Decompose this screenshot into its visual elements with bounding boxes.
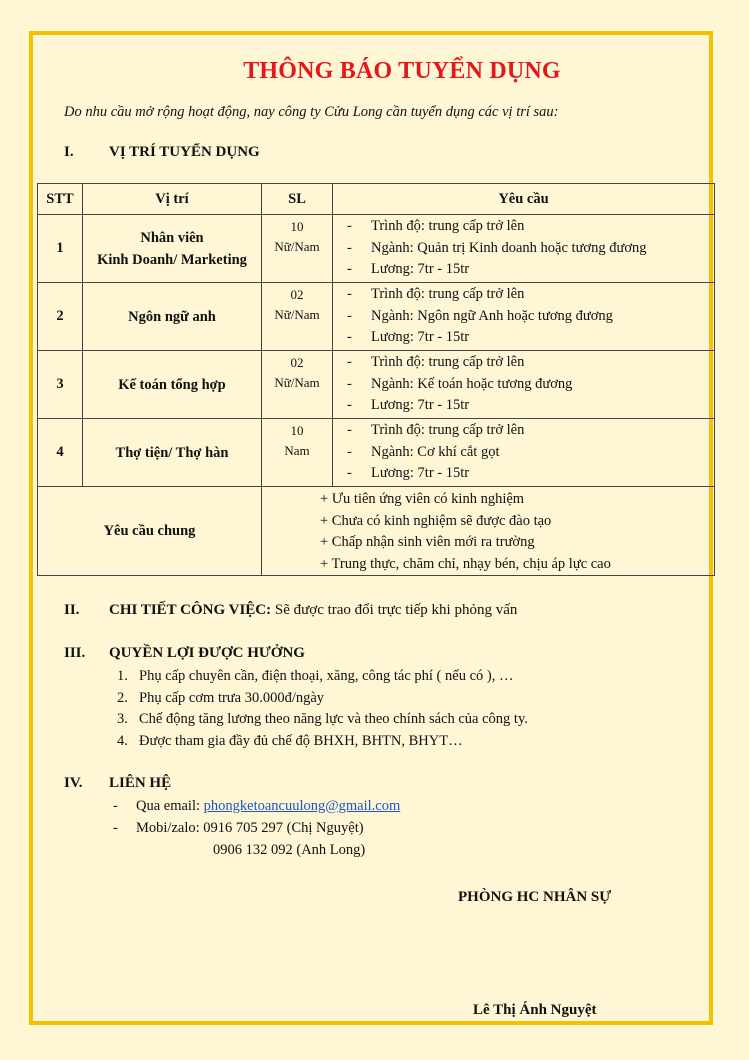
- cell-position: [83, 215, 262, 283]
- section-2-text: Sẽ được trao đổi trực tiếp khi phỏng vấn: [271, 602, 518, 618]
- cell-position: [83, 419, 262, 487]
- cell-requirements: [333, 215, 715, 283]
- header-sl: SL: [262, 184, 333, 215]
- requirement-item: - Trình độ: trung cấp trở lên: [347, 354, 525, 370]
- department-name: PHÒNG HC NHÂN SỰ: [458, 889, 612, 905]
- cell-position: [83, 351, 262, 419]
- table-row: [38, 283, 715, 351]
- general-requirement-item: + Ưu tiên ứng viên có kinh nghiệm: [320, 491, 525, 507]
- requirement-item: - Lương: 7tr - 15tr: [347, 397, 470, 413]
- contact-block: [113, 795, 400, 861]
- cell-position: [83, 283, 262, 351]
- intro-text: Do nhu cầu mở rộng hoạt động, nay công ty Cửu Long cần tuyển dụng các vị trí sau:: [64, 104, 559, 120]
- header-position: Vị trí: [83, 184, 262, 215]
- requirement-item: - Ngành: Quản trị Kinh doanh hoặc tương đương: [347, 239, 647, 256]
- sl-count: 10: [290, 219, 304, 234]
- page-title: THÔNG BÁO TUYỂN DỤNG: [243, 58, 561, 84]
- sl-gender: Nữ/Nam: [274, 307, 320, 322]
- benefit-item: 2. Phụ cấp cơm trưa 30.000đ/ngày: [117, 689, 325, 706]
- section-number: III.: [64, 645, 86, 661]
- general-requirement-item: + Trung thực, chăm chỉ, nhạy bén, chịu áp lực cao: [320, 555, 611, 572]
- benefit-item: 1. Phụ cấp chuyên cần, điện thoại, xăng, công tác phí ( nếu có ), …: [117, 668, 514, 684]
- position-line-2: Kinh Doanh/ Marketing: [97, 251, 247, 268]
- table-row: [38, 215, 715, 283]
- sl-count: 02: [290, 355, 304, 370]
- cell-stt: 1: [38, 215, 83, 283]
- phone-1: 0916 705 297 (Chị Nguyệt): [203, 820, 364, 836]
- signer-name: Lê Thị Ánh Nguyệt: [473, 1002, 597, 1018]
- table-row: [38, 351, 715, 419]
- requirement-item: - Trình độ: trung cấp trở lên: [347, 218, 525, 234]
- cell-stt: 3: [38, 351, 83, 419]
- positions-table: [37, 183, 715, 576]
- section-number: II.: [64, 602, 80, 618]
- position-line-1: Nhân viên: [140, 229, 204, 246]
- sl-count: 02: [290, 287, 304, 302]
- email-link[interactable]: phongketoancuulong@gmail.com: [203, 798, 401, 814]
- section-label: LIÊN HỆ: [109, 775, 172, 791]
- cell-requirements: [333, 351, 715, 419]
- requirement-item: - Ngành: Ngôn ngữ Anh hoặc tương đương: [347, 307, 613, 324]
- contact-phone-row-2: [113, 839, 400, 861]
- position-line-1: Ngôn ngữ anh: [128, 308, 216, 325]
- section-label: VỊ TRÍ TUYỂN DỤNG: [109, 144, 260, 160]
- cell-sl: [262, 351, 333, 419]
- requirement-item: - Ngành: Kế toán hoặc tương đương: [347, 375, 573, 392]
- general-requirements-cell: [262, 487, 715, 576]
- benefit-item: 3. Chế động tăng lương theo năng lực và theo chính sách của công ty.: [117, 711, 528, 727]
- position-line-1: Thợ tiện/ Thợ hàn: [115, 444, 229, 461]
- cell-stt: 2: [38, 283, 83, 351]
- section-label: QUYỀN LỢI ĐƯỢC HƯỞNG: [109, 645, 305, 661]
- section-number: I.: [64, 144, 74, 160]
- email-label: Qua email:: [136, 798, 204, 814]
- benefits-list: [117, 666, 528, 752]
- cell-sl: [262, 419, 333, 487]
- requirement-item: - Trình độ: trung cấp trở lên: [347, 286, 525, 302]
- cell-sl: [262, 215, 333, 283]
- requirement-item: - Trình độ: trung cấp trở lên: [347, 422, 525, 438]
- contact-email-row: - Qua email: phongketoancuulong@gmail.com: [113, 798, 401, 814]
- phone-2: 0906 132 092 (Anh Long): [213, 842, 366, 858]
- general-requirement-item: + Chưa có kinh nghiệm sẽ được đào tạo: [320, 512, 552, 529]
- cell-sl: [262, 283, 333, 351]
- header-stt: STT: [38, 184, 83, 215]
- requirement-item: - Ngành: Cơ khí cắt gọt: [347, 443, 500, 460]
- sl-gender: Nữ/Nam: [274, 375, 320, 390]
- general-requirements-row: [38, 487, 715, 576]
- header-requirements: Yêu cầu: [333, 184, 715, 215]
- cell-requirements: [333, 283, 715, 351]
- benefit-item: 4. Được tham gia đầy đủ chế độ BHXH, BHTN, BHYT…: [117, 732, 463, 749]
- general-requirements-list: [262, 487, 714, 575]
- contact-phone-row: - Mobi/zalo: 0916 705 297 (Chị Nguyệt): [113, 820, 364, 836]
- position-line-1: Kế toán tổng hợp: [118, 376, 226, 393]
- section-label: CHI TIẾT CÔNG VIỆC:: [109, 602, 272, 618]
- cell-requirements: [333, 419, 715, 487]
- general-requirements-label: Yêu cầu chung: [38, 487, 262, 576]
- sl-gender: Nam: [284, 443, 310, 458]
- table-row: [38, 419, 715, 487]
- requirement-item: - Lương: 7tr - 15tr: [347, 329, 470, 345]
- table-header-row: [38, 184, 715, 215]
- phone-label: Mobi/zalo:: [136, 820, 204, 836]
- sl-count: 10: [290, 423, 304, 438]
- sl-gender: Nữ/Nam: [274, 239, 320, 254]
- requirement-item: - Lương: 7tr - 15tr: [347, 465, 470, 481]
- cell-stt: 4: [38, 419, 83, 487]
- requirement-item: - Lương: 7tr - 15tr: [347, 261, 470, 277]
- general-requirement-item: + Chấp nhận sinh viên mới ra trường: [320, 534, 535, 550]
- section-number: IV.: [64, 775, 83, 791]
